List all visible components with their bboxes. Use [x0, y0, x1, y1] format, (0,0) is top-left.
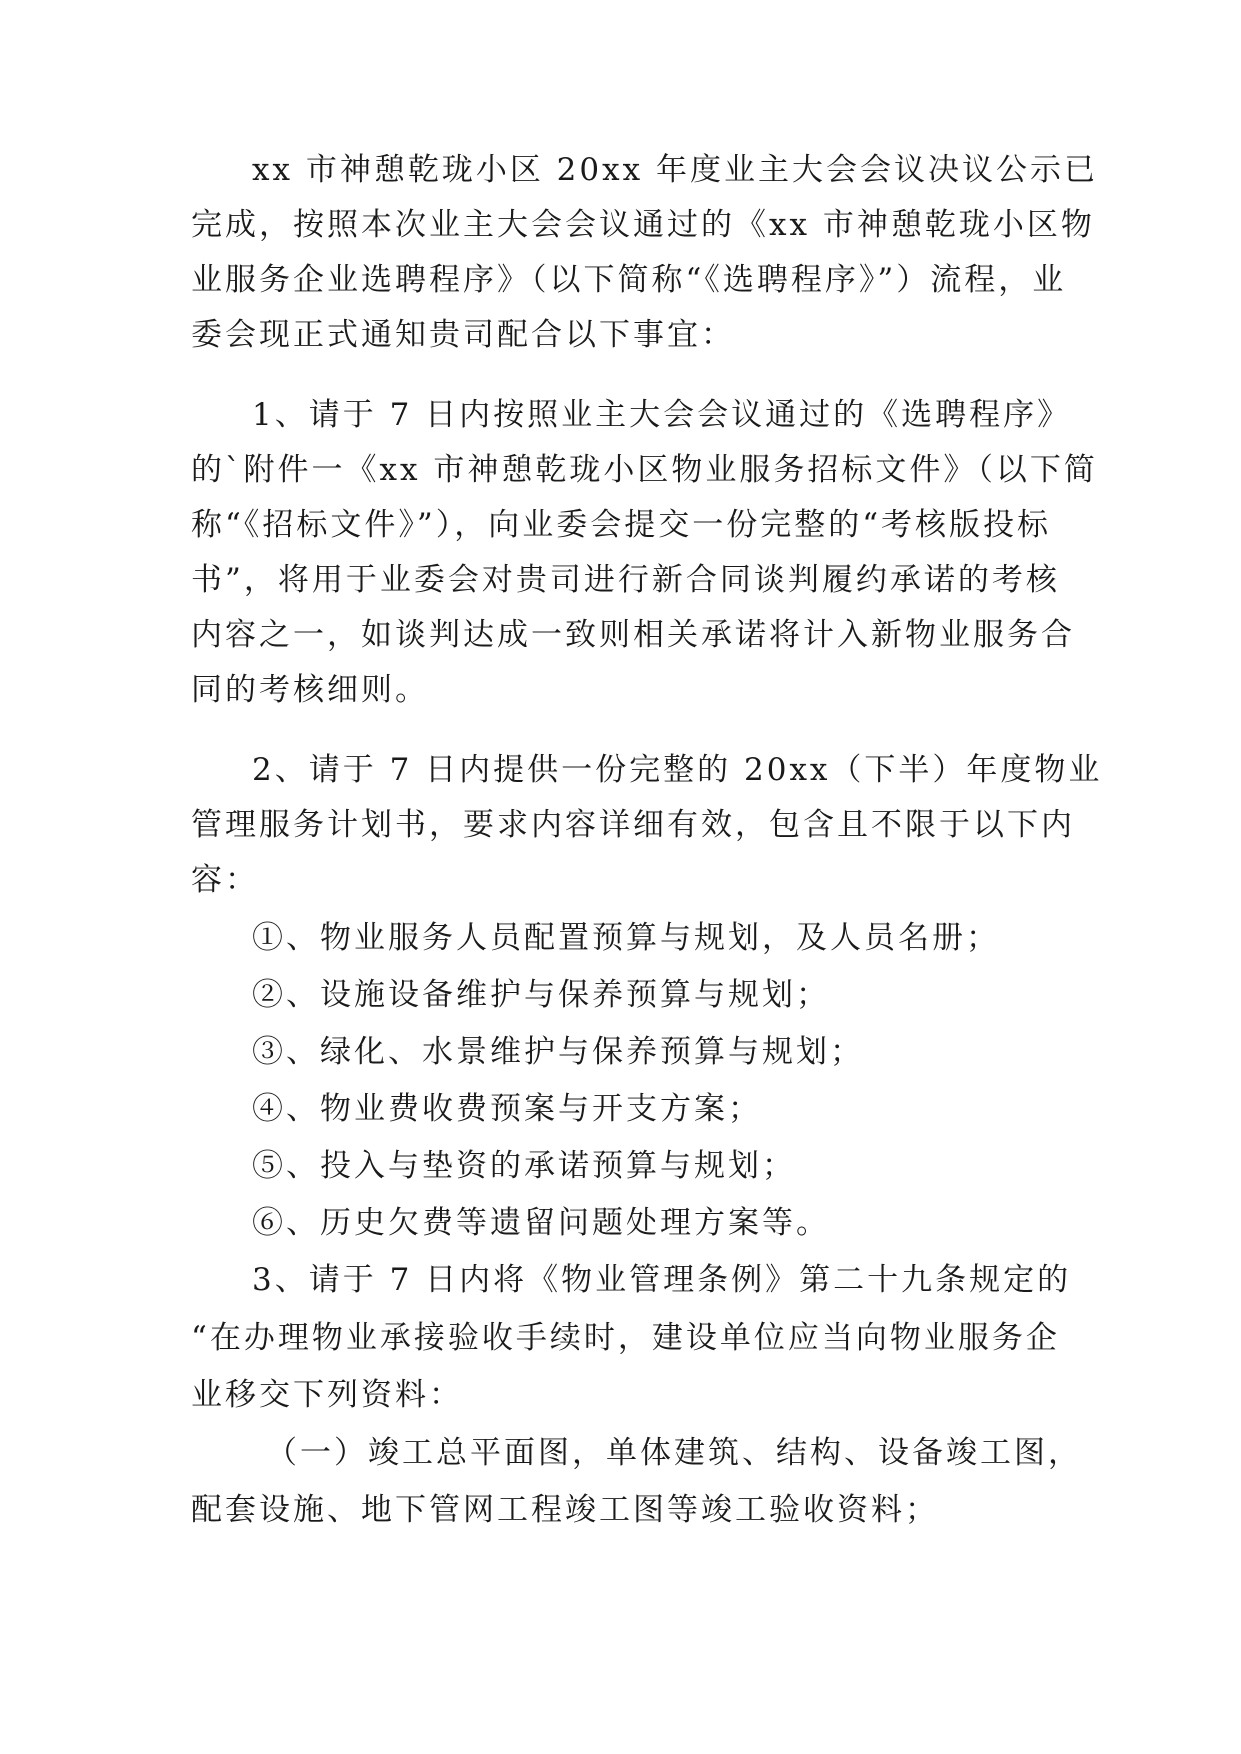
text-line: 容：	[191, 862, 259, 898]
text-line: 业服务企业选聘程序》（以下简称“《选聘程序》”）流程，业	[191, 262, 1067, 298]
text-line: 2、请于 7 日内提供一份完整的 20xx（下半）年度物业	[252, 752, 1103, 788]
list-item: ①、物业服务人员配置预算与规划，及人员名册；	[252, 920, 1000, 956]
list-item: ⑥、历史欠费等遗留问题处理方案等。	[252, 1205, 830, 1241]
text-line: 配套设施、地下管网工程竣工图等竣工验收资料；	[191, 1492, 939, 1528]
list-item: ⑤、投入与垫资的承诺预算与规划；	[252, 1148, 796, 1184]
text-line: “在办理物业承接验收手续时，建设单位应当向物业服务企	[191, 1320, 1060, 1356]
text-line: 委会现正式通知贵司配合以下事宜：	[191, 317, 735, 353]
text-line: 的`附件一《xx 市神憩乾珑小区物业服务招标文件》（以下简	[191, 452, 1098, 488]
text-line: xx 市神憩乾珑小区 20xx 年度业主大会会议决议公示已	[252, 152, 1098, 188]
list-item: ④、物业费收费预案与开支方案；	[252, 1091, 762, 1127]
list-item: ②、设施设备维护与保养预算与规划；	[252, 977, 830, 1013]
text-line: （一）竣工总平面图，单体建筑、结构、设备竣工图，	[266, 1435, 1082, 1471]
text-line: 管理服务计划书，要求内容详细有效，包含且不限于以下内	[191, 807, 1075, 843]
text-line: 3、请于 7 日内将《物业管理条例》第二十九条规定的	[252, 1262, 1072, 1298]
text-line: 书”，将用于业委会对贵司进行新合同谈判履约承诺的考核	[191, 562, 1060, 598]
list-item: ③、绿化、水景维护与保养预算与规划；	[252, 1034, 864, 1070]
text-line: 内容之一，如谈判达成一致则相关承诺将计入新物业服务合	[191, 617, 1075, 653]
text-line: 完成，按照本次业主大会会议通过的《xx 市神憩乾珑小区物	[191, 207, 1095, 243]
text-line: 称“《招标文件》”），向业委会提交一份完整的“考核版投标	[191, 507, 1052, 543]
text-line: 业移交下列资料：	[191, 1377, 463, 1413]
text-line: 1、请于 7 日内按照业主大会会议通过的《选聘程序》	[252, 397, 1072, 433]
text-line: 同的考核细则。	[191, 672, 429, 708]
